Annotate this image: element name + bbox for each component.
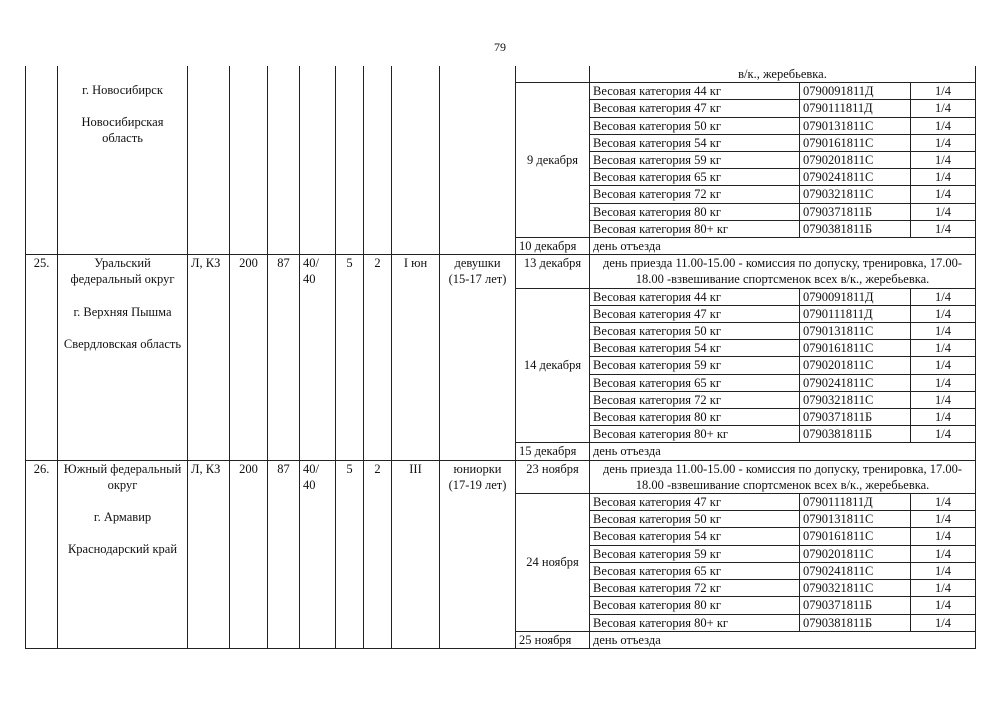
discipline-code: 0790161811С: [800, 528, 911, 545]
blank-cell: [268, 66, 300, 255]
group-cell: юниорки (17-19 лет): [440, 460, 516, 648]
blank-cell: [300, 66, 336, 255]
ratio-value: 1/4: [911, 357, 976, 374]
event-type: Л, КЗ: [188, 460, 230, 648]
blank-cell: [364, 66, 392, 255]
weight-category: Весовая категория 47 кг: [590, 494, 800, 511]
discipline-code: 0790241811С: [800, 169, 911, 186]
weight-category: Весовая категория 80 кг: [590, 409, 800, 426]
weigh-date: 9 декабря: [516, 83, 590, 238]
location-cell: [58, 255, 188, 460]
arrival-text: день приезда 11.00-15.00 - комиссия по допуску, тренировка, 17.00-18.00 -взвешивание спортсменок всех в/к., жеребьевка.: [590, 460, 976, 493]
ratio-value: 1/4: [911, 83, 976, 100]
discipline-code: 0790201811С: [800, 357, 911, 374]
weight-category: Весовая категория 44 кг: [590, 83, 800, 100]
schedule-text: в/к., жеребьевка.: [590, 66, 976, 83]
discipline-code: 0790321811С: [800, 186, 911, 203]
discipline-code: 0790241811С: [800, 562, 911, 579]
depart-text: день отъезда: [590, 443, 976, 460]
city-name: г. Новосибирск: [82, 83, 163, 97]
discipline-code: 0790381811Б: [800, 426, 911, 443]
arrival-text: день приезда 11.00-15.00 - комиссия по допуску, тренировка, 17.00-18.00 -взвешивание спортсменок всех в/к., жеребьевка.: [590, 255, 976, 288]
weight-category: Весовая категория 80+ кг: [590, 614, 800, 631]
location-cell: [58, 460, 188, 648]
arrival-date: 13 декабря: [516, 255, 590, 288]
region-name: Краснодарский край: [67, 542, 178, 557]
value-cell: 40/ 40: [300, 460, 336, 648]
discipline-code: 0790371811Б: [800, 203, 911, 220]
ratio-value: 1/4: [911, 374, 976, 391]
value-cell: 2: [364, 460, 392, 648]
table-row: [26, 255, 976, 288]
weight-category: Весовая категория 59 кг: [590, 152, 800, 169]
ratio-value: 1/4: [911, 152, 976, 169]
discipline-code: 0790321811С: [800, 580, 911, 597]
weight-category: Весовая категория 80+ кг: [590, 220, 800, 237]
ratio-value: 1/4: [911, 203, 976, 220]
location-cell: [58, 66, 188, 255]
discipline-code: 0790201811С: [800, 545, 911, 562]
value-cell: 87: [268, 460, 300, 648]
depart-date: 10 декабря: [516, 238, 590, 255]
number-cell: 25.: [26, 255, 58, 460]
weight-category: Весовая категория 65 кг: [590, 169, 800, 186]
weight-category: Весовая категория 80 кг: [590, 597, 800, 614]
discipline-code: 0790161811С: [800, 134, 911, 151]
ratio-value: 1/4: [911, 614, 976, 631]
value-cell: 87: [268, 255, 300, 460]
discipline-code: 0790091811Д: [800, 83, 911, 100]
district-name: Южный федеральный округ: [63, 461, 182, 492]
value-cell: 5: [336, 255, 364, 460]
blank-cell: [230, 66, 268, 255]
discipline-code: 0790381811Б: [800, 614, 911, 631]
weight-category: Весовая категория 72 кг: [590, 391, 800, 408]
ratio-value: 1/4: [911, 562, 976, 579]
ratio-value: 1/4: [911, 288, 976, 305]
weigh-date: 14 декабря: [516, 288, 590, 443]
district-name: Уральский федеральный округ: [70, 256, 175, 287]
value-cell: 5: [336, 460, 364, 648]
rank-cell: III: [392, 460, 440, 648]
depart-date: 25 ноября: [516, 631, 590, 648]
discipline-code: 0790111811Д: [800, 305, 911, 322]
number-cell: [26, 66, 58, 255]
weight-category: Весовая категория 59 кг: [590, 545, 800, 562]
ratio-value: 1/4: [911, 186, 976, 203]
value-cell: 40/ 40: [300, 255, 336, 460]
depart-text: день отъезда: [590, 631, 976, 648]
region-name: Новосибирская область: [81, 115, 164, 146]
weight-category: Весовая категория 50 кг: [590, 117, 800, 134]
group-cell: [440, 66, 516, 255]
ratio-value: 1/4: [911, 511, 976, 528]
weigh-date: 24 ноября: [516, 494, 590, 632]
weight-category: Весовая категория 80 кг: [590, 203, 800, 220]
discipline-code: 0790201811С: [800, 152, 911, 169]
discipline-code: 0790321811С: [800, 391, 911, 408]
discipline-code: 0790111811Д: [800, 100, 911, 117]
discipline-code: 0790381811Б: [800, 220, 911, 237]
page-number: 79: [494, 40, 506, 54]
competition-schedule-table: [25, 66, 976, 649]
city-name: г. Армавир: [93, 510, 152, 525]
ratio-value: 1/4: [911, 494, 976, 511]
event-type: Л, КЗ: [188, 255, 230, 460]
weight-category: Весовая категория 72 кг: [590, 186, 800, 203]
weight-category: Весовая категория 54 кг: [590, 340, 800, 357]
city-name: г. Верхняя Пышма: [73, 304, 172, 319]
weight-category: Весовая категория 47 кг: [590, 305, 800, 322]
ratio-value: 1/4: [911, 528, 976, 545]
value-cell: 200: [230, 460, 268, 648]
weight-category: Весовая категория 80+ кг: [590, 426, 800, 443]
weight-category: Весовая категория 59 кг: [590, 357, 800, 374]
blank-cell: [336, 66, 364, 255]
region-name: Свердловская область: [63, 336, 182, 351]
rank-cell: I юн: [392, 255, 440, 460]
table-row: [26, 460, 976, 493]
arrival-date: 23 ноября: [516, 460, 590, 493]
weight-category: Весовая категория 54 кг: [590, 528, 800, 545]
weight-category: Весовая категория 65 кг: [590, 562, 800, 579]
discipline-code: 0790371811Б: [800, 409, 911, 426]
discipline-code: 0790161811С: [800, 340, 911, 357]
weight-category: Весовая категория 47 кг: [590, 100, 800, 117]
ratio-value: 1/4: [911, 409, 976, 426]
value-cell: 2: [364, 255, 392, 460]
group-cell: девушки (15-17 лет): [440, 255, 516, 460]
ratio-value: 1/4: [911, 597, 976, 614]
date-cell: [516, 66, 590, 83]
ratio-value: 1/4: [911, 117, 976, 134]
number-cell: 26.: [26, 460, 58, 648]
weight-category: Весовая категория 50 кг: [590, 323, 800, 340]
table-row: [26, 66, 976, 83]
ratio-value: 1/4: [911, 545, 976, 562]
blank-cell: [392, 66, 440, 255]
blank-cell: [188, 66, 230, 255]
ratio-value: 1/4: [911, 134, 976, 151]
discipline-code: 0790371811Б: [800, 597, 911, 614]
weight-category: Весовая категория 54 кг: [590, 134, 800, 151]
weight-category: Весовая категория 44 кг: [590, 288, 800, 305]
discipline-code: 0790111811Д: [800, 494, 911, 511]
ratio-value: 1/4: [911, 305, 976, 322]
discipline-code: 0790091811Д: [800, 288, 911, 305]
ratio-value: 1/4: [911, 391, 976, 408]
discipline-code: 0790131811С: [800, 117, 911, 134]
weight-category: Весовая категория 65 кг: [590, 374, 800, 391]
depart-text: день отъезда: [590, 238, 976, 255]
ratio-value: 1/4: [911, 220, 976, 237]
depart-date: 15 декабря: [516, 443, 590, 460]
ratio-value: 1/4: [911, 340, 976, 357]
discipline-code: 0790131811С: [800, 511, 911, 528]
ratio-value: 1/4: [911, 169, 976, 186]
weight-category: Весовая категория 72 кг: [590, 580, 800, 597]
ratio-value: 1/4: [911, 580, 976, 597]
weight-category: Весовая категория 50 кг: [590, 511, 800, 528]
value-cell: 200: [230, 255, 268, 460]
discipline-code: 0790131811С: [800, 323, 911, 340]
discipline-code: 0790241811С: [800, 374, 911, 391]
ratio-value: 1/4: [911, 426, 976, 443]
ratio-value: 1/4: [911, 323, 976, 340]
ratio-value: 1/4: [911, 100, 976, 117]
